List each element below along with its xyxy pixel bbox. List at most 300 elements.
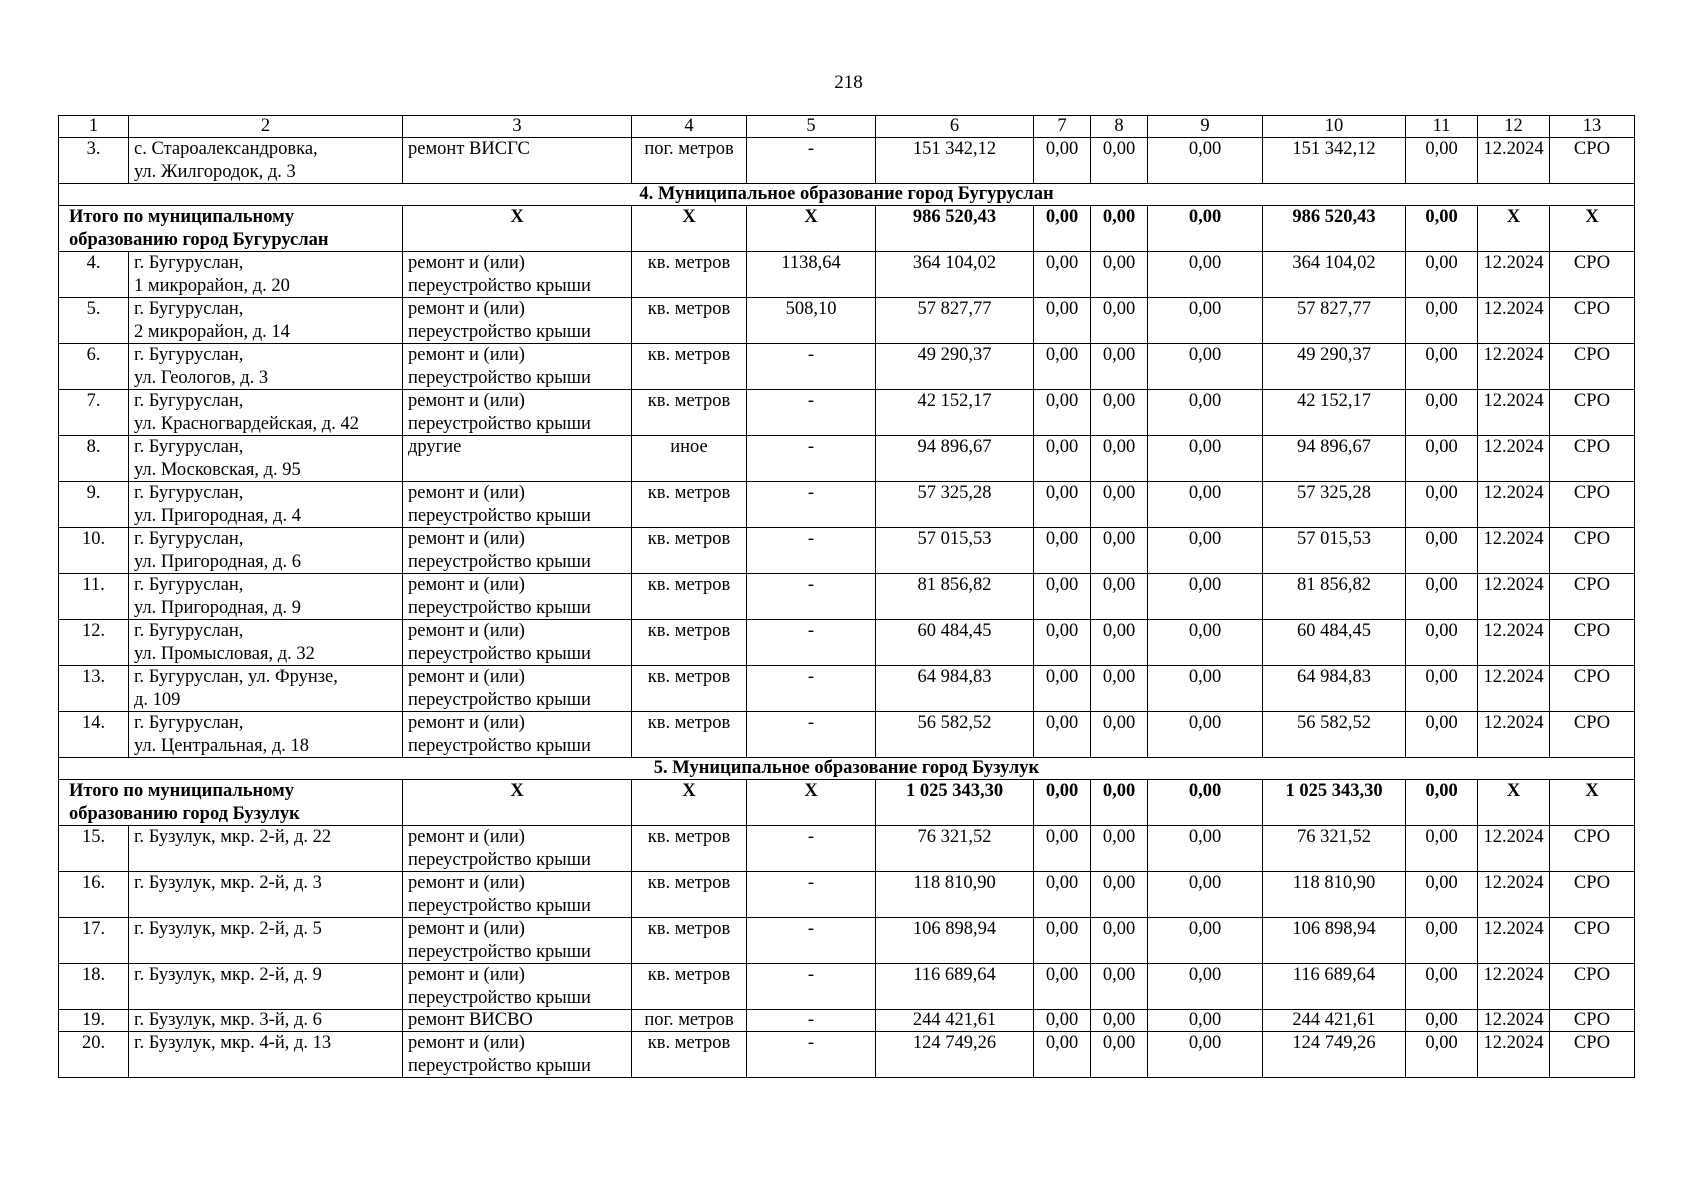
- unit-cell: кв. метров: [632, 482, 747, 528]
- cell-c11: 0,00: [1406, 826, 1478, 872]
- cell-c9: 0,00: [1148, 872, 1263, 918]
- cell-c6: 986 520,43: [876, 206, 1034, 252]
- deadline-cell: 12.2024: [1478, 344, 1550, 390]
- method-cell: СРО: [1550, 712, 1635, 758]
- cell-c7: 0,00: [1034, 620, 1091, 666]
- unit-cell: кв. метров: [632, 344, 747, 390]
- subtotal-label: [59, 780, 403, 826]
- row-number: 14.: [59, 712, 129, 758]
- table-row: [59, 1010, 1635, 1032]
- deadline-cell: 12.2024: [1478, 252, 1550, 298]
- work-type-cell: ремонт ВИСГС: [403, 138, 632, 184]
- work-type-line-1: ремонт и (или): [408, 391, 525, 411]
- row-number: 8.: [59, 436, 129, 482]
- cell-c9: 0,00: [1148, 666, 1263, 712]
- cell-c4: X: [632, 780, 747, 826]
- cell-c7: 0,00: [1034, 298, 1091, 344]
- cell-c7: 0,00: [1034, 1032, 1091, 1078]
- work-type-line-1: ремонт и (или): [408, 713, 525, 733]
- cell-c10: 94 896,67: [1263, 436, 1406, 482]
- cell-c7: 0,00: [1034, 138, 1091, 184]
- column-number-header: 13: [1550, 116, 1635, 138]
- subtotal-label-line-2: образованию город Бугуруслан: [69, 229, 329, 250]
- work-type-line-1: ремонт и (или): [408, 965, 525, 985]
- work-type-line-2: переустройство крыши: [408, 551, 591, 572]
- deadline-cell: 12.2024: [1478, 1010, 1550, 1032]
- cell-c7: 0,00: [1034, 964, 1091, 1010]
- cell-c9: 0,00: [1148, 712, 1263, 758]
- cell-c10: 60 484,45: [1263, 620, 1406, 666]
- cell-c9: 0,00: [1148, 918, 1263, 964]
- method-cell: СРО: [1550, 964, 1635, 1010]
- quantity-cell: -: [747, 344, 876, 390]
- cell-c10: 49 290,37: [1263, 344, 1406, 390]
- method-cell: СРО: [1550, 872, 1635, 918]
- total-cost-cell: 118 810,90: [876, 872, 1034, 918]
- row-number: 9.: [59, 482, 129, 528]
- cell-c7: 0,00: [1034, 574, 1091, 620]
- cell-c10: 57 325,28: [1263, 482, 1406, 528]
- table-row: [59, 964, 1635, 1010]
- cell-c8: 0,00: [1091, 1032, 1148, 1078]
- cell-c9: 0,00: [1148, 298, 1263, 344]
- cell-c9: 0,00: [1148, 138, 1263, 184]
- cell-c11: 0,00: [1406, 298, 1478, 344]
- quantity-cell: -: [747, 390, 876, 436]
- table-row: [59, 918, 1635, 964]
- work-type-line-1: ремонт и (или): [408, 667, 525, 687]
- subtotal-label: [59, 206, 403, 252]
- method-cell: СРО: [1550, 666, 1635, 712]
- deadline-cell: 12.2024: [1478, 964, 1550, 1010]
- page-number: 218: [834, 72, 863, 93]
- cell-c7: 0,00: [1034, 436, 1091, 482]
- deadline-cell: 12.2024: [1478, 712, 1550, 758]
- work-type-line-1: ремонт и (или): [408, 827, 525, 847]
- section-heading: 5. Муниципальное образование город Бузулук: [59, 758, 1635, 780]
- section-heading: 4. Муниципальное образование город Бугуруслан: [59, 184, 1635, 206]
- method-cell: СРО: [1550, 298, 1635, 344]
- table-row: [59, 436, 1635, 482]
- deadline-cell: 12.2024: [1478, 436, 1550, 482]
- table-row: [59, 138, 1635, 184]
- unit-cell: кв. метров: [632, 666, 747, 712]
- cell-c10: 124 749,26: [1263, 1032, 1406, 1078]
- total-cost-cell: 64 984,83: [876, 666, 1034, 712]
- cell-c8: 0,00: [1091, 138, 1148, 184]
- address-line-2: ул. Пригородная, д. 4: [134, 505, 301, 526]
- table-row: [59, 528, 1635, 574]
- column-number-header: 11: [1406, 116, 1478, 138]
- subtotal-label-line-1: Итого по муниципальному: [69, 781, 294, 801]
- row-number: 18.: [59, 964, 129, 1010]
- work-type-line-2: переустройство крыши: [408, 849, 591, 870]
- work-type-line-1: ремонт и (или): [408, 529, 525, 549]
- work-type-line-2: переустройство крыши: [408, 413, 591, 434]
- row-number: 19.: [59, 1010, 129, 1032]
- address-cell: [129, 344, 403, 390]
- address-cell: г. Бузулук, мкр. 2-й, д. 22: [129, 826, 403, 872]
- work-type-cell: [403, 298, 632, 344]
- work-type-cell: [403, 344, 632, 390]
- subtotal-label-line-1: Итого по муниципальному: [69, 207, 294, 227]
- cell-c8: 0,00: [1091, 1010, 1148, 1032]
- work-type-line-2: переустройство крыши: [408, 597, 591, 618]
- work-type-cell: [403, 712, 632, 758]
- cell-c7: 0,00: [1034, 1010, 1091, 1032]
- total-cost-cell: 57 827,77: [876, 298, 1034, 344]
- work-type-line-1: ремонт и (или): [408, 873, 525, 893]
- column-number-header: 4: [632, 116, 747, 138]
- work-type-cell: [403, 482, 632, 528]
- quantity-cell: -: [747, 138, 876, 184]
- address-line-2: д. 109: [134, 689, 181, 710]
- cell-c11: 0,00: [1406, 666, 1478, 712]
- address-cell: г. Бузулук, мкр. 3-й, д. 6: [129, 1010, 403, 1032]
- quantity-cell: -: [747, 482, 876, 528]
- work-type-cell: [403, 872, 632, 918]
- subtotal-label-line-2: образованию город Бузулук: [69, 803, 300, 824]
- address-cell: [129, 712, 403, 758]
- work-type-line-1: ремонт и (или): [408, 575, 525, 595]
- cell-c10: 81 856,82: [1263, 574, 1406, 620]
- deadline-cell: 12.2024: [1478, 1032, 1550, 1078]
- cell-c11: 0,00: [1406, 872, 1478, 918]
- work-type-line-2: переустройство крыши: [408, 689, 591, 710]
- work-type-cell: ремонт ВИСВО: [403, 1010, 632, 1032]
- cell-c10: 57 015,53: [1263, 528, 1406, 574]
- work-type-line-2: переустройство крыши: [408, 941, 591, 962]
- total-cost-cell: 42 152,17: [876, 390, 1034, 436]
- method-cell: СРО: [1550, 138, 1635, 184]
- cell-c8: 0,00: [1091, 964, 1148, 1010]
- table-row: [59, 620, 1635, 666]
- unit-cell: пог. метров: [632, 138, 747, 184]
- address-cell: [129, 298, 403, 344]
- cell-c10: 106 898,94: [1263, 918, 1406, 964]
- work-type-cell: [403, 252, 632, 298]
- address-cell: [129, 390, 403, 436]
- quantity-cell: -: [747, 574, 876, 620]
- cell-c10: 1 025 343,30: [1263, 780, 1406, 826]
- cell-c9: 0,00: [1148, 1010, 1263, 1032]
- cell-c7: 0,00: [1034, 780, 1091, 826]
- cell-c7: 0,00: [1034, 482, 1091, 528]
- work-type-line-1: ремонт и (или): [408, 345, 525, 365]
- total-cost-cell: 94 896,67: [876, 436, 1034, 482]
- quantity-cell: -: [747, 964, 876, 1010]
- cell-c10: 151 342,12: [1263, 138, 1406, 184]
- cell-c8: 0,00: [1091, 206, 1148, 252]
- cell-c8: 0,00: [1091, 436, 1148, 482]
- cell-c3: X: [403, 206, 632, 252]
- table-row: [59, 252, 1635, 298]
- address-line-1: г. Бугуруслан,: [134, 437, 244, 457]
- cell-c7: 0,00: [1034, 344, 1091, 390]
- cell-c10: 986 520,43: [1263, 206, 1406, 252]
- address-line-1: г. Бугуруслан,: [134, 621, 244, 641]
- address-cell: [129, 436, 403, 482]
- cell-c6: 1 025 343,30: [876, 780, 1034, 826]
- cell-c9: 0,00: [1148, 620, 1263, 666]
- cell-c10: 57 827,77: [1263, 298, 1406, 344]
- cell-c11: 0,00: [1406, 780, 1478, 826]
- deadline-cell: 12.2024: [1478, 482, 1550, 528]
- cell-c11: 0,00: [1406, 574, 1478, 620]
- cell-c9: 0,00: [1148, 344, 1263, 390]
- cell-c11: 0,00: [1406, 390, 1478, 436]
- address-line-2: ул. Красногвардейская, д. 42: [134, 413, 359, 434]
- address-cell: [129, 620, 403, 666]
- unit-cell: кв. метров: [632, 528, 747, 574]
- cell-c13: X: [1550, 206, 1635, 252]
- cell-c5: X: [747, 780, 876, 826]
- address-line-2: ул. Геологов, д. 3: [134, 367, 269, 388]
- quantity-cell: -: [747, 712, 876, 758]
- table-row: [59, 390, 1635, 436]
- row-number: 3.: [59, 138, 129, 184]
- work-type-cell: [403, 390, 632, 436]
- work-type-line-1: ремонт и (или): [408, 919, 525, 939]
- deadline-cell: 12.2024: [1478, 390, 1550, 436]
- unit-cell: кв. метров: [632, 252, 747, 298]
- address-line-1: г. Бугуруслан,: [134, 391, 244, 411]
- cell-c11: 0,00: [1406, 206, 1478, 252]
- cell-c13: X: [1550, 780, 1635, 826]
- table-row: [59, 482, 1635, 528]
- unit-cell: кв. метров: [632, 390, 747, 436]
- cell-c4: X: [632, 206, 747, 252]
- quantity-cell: -: [747, 918, 876, 964]
- deadline-cell: 12.2024: [1478, 528, 1550, 574]
- cell-c11: 0,00: [1406, 964, 1478, 1010]
- cell-c9: 0,00: [1148, 574, 1263, 620]
- work-type-line-2: переустройство крыши: [408, 987, 591, 1008]
- method-cell: СРО: [1550, 436, 1635, 482]
- total-cost-cell: 76 321,52: [876, 826, 1034, 872]
- table-row: [59, 872, 1635, 918]
- quantity-cell: -: [747, 620, 876, 666]
- cell-c8: 0,00: [1091, 390, 1148, 436]
- address-cell: г. Бузулук, мкр. 2-й, д. 5: [129, 918, 403, 964]
- row-number: 20.: [59, 1032, 129, 1078]
- cell-c11: 0,00: [1406, 712, 1478, 758]
- deadline-cell: 12.2024: [1478, 918, 1550, 964]
- column-number-header: 12: [1478, 116, 1550, 138]
- method-cell: СРО: [1550, 482, 1635, 528]
- unit-cell: иное: [632, 436, 747, 482]
- table-row: [59, 298, 1635, 344]
- address-cell: г. Бузулук, мкр. 4-й, д. 13: [129, 1032, 403, 1078]
- cell-c7: 0,00: [1034, 666, 1091, 712]
- address-cell: [129, 252, 403, 298]
- cell-c8: 0,00: [1091, 826, 1148, 872]
- address-cell: [129, 528, 403, 574]
- cell-c8: 0,00: [1091, 712, 1148, 758]
- cell-c11: 0,00: [1406, 918, 1478, 964]
- work-type-line-1: ремонт и (или): [408, 483, 525, 503]
- unit-cell: кв. метров: [632, 872, 747, 918]
- cell-c9: 0,00: [1148, 780, 1263, 826]
- table-row: [59, 1032, 1635, 1078]
- cell-c10: 244 421,61: [1263, 1010, 1406, 1032]
- total-cost-cell: 56 582,52: [876, 712, 1034, 758]
- deadline-cell: 12.2024: [1478, 872, 1550, 918]
- total-cost-cell: 81 856,82: [876, 574, 1034, 620]
- quantity-cell: -: [747, 666, 876, 712]
- cell-c12: X: [1478, 206, 1550, 252]
- address-line-2: ул. Центральная, д. 18: [134, 735, 310, 756]
- cell-c8: 0,00: [1091, 252, 1148, 298]
- quantity-cell: -: [747, 826, 876, 872]
- unit-cell: кв. метров: [632, 712, 747, 758]
- column-number-header: 8: [1091, 116, 1148, 138]
- cell-c11: 0,00: [1406, 436, 1478, 482]
- cell-c10: 56 582,52: [1263, 712, 1406, 758]
- table-row: [59, 574, 1635, 620]
- work-type-line-2: переустройство крыши: [408, 1055, 591, 1076]
- column-number-header: 1: [59, 116, 129, 138]
- unit-cell: кв. метров: [632, 1032, 747, 1078]
- quantity-cell: 508,10: [747, 298, 876, 344]
- unit-cell: кв. метров: [632, 826, 747, 872]
- cell-c11: 0,00: [1406, 528, 1478, 574]
- cell-c7: 0,00: [1034, 206, 1091, 252]
- cell-c9: 0,00: [1148, 1032, 1263, 1078]
- column-number-header: 2: [129, 116, 403, 138]
- row-number: 5.: [59, 298, 129, 344]
- cell-c7: 0,00: [1034, 918, 1091, 964]
- address-line-1: г. Бугуруслан,: [134, 483, 244, 503]
- address-cell: г. Бузулук, мкр. 2-й, д. 9: [129, 964, 403, 1010]
- address-line-1: г. Бугуруслан,: [134, 345, 244, 365]
- row-number: 17.: [59, 918, 129, 964]
- method-cell: СРО: [1550, 1032, 1635, 1078]
- unit-cell: кв. метров: [632, 574, 747, 620]
- address-cell: г. Бузулук, мкр. 2-й, д. 3: [129, 872, 403, 918]
- cell-c9: 0,00: [1148, 390, 1263, 436]
- cell-c9: 0,00: [1148, 964, 1263, 1010]
- repair-program-table: [58, 115, 1635, 1078]
- cell-c7: 0,00: [1034, 252, 1091, 298]
- cell-c8: 0,00: [1091, 780, 1148, 826]
- cell-c10: 364 104,02: [1263, 252, 1406, 298]
- table-row: [59, 712, 1635, 758]
- row-number: 13.: [59, 666, 129, 712]
- cell-c7: 0,00: [1034, 872, 1091, 918]
- section-heading-row: [59, 184, 1635, 206]
- column-number-header: 9: [1148, 116, 1263, 138]
- address-line-1: г. Бугуруслан, ул. Фрунзе,: [134, 667, 338, 687]
- total-cost-cell: 364 104,02: [876, 252, 1034, 298]
- total-cost-cell: 116 689,64: [876, 964, 1034, 1010]
- cell-c8: 0,00: [1091, 666, 1148, 712]
- unit-cell: кв. метров: [632, 964, 747, 1010]
- section-heading-row: [59, 758, 1635, 780]
- cell-c8: 0,00: [1091, 872, 1148, 918]
- total-cost-cell: 124 749,26: [876, 1032, 1034, 1078]
- work-type-cell: [403, 574, 632, 620]
- header-row: [59, 116, 1635, 138]
- method-cell: СРО: [1550, 918, 1635, 964]
- work-type-cell: [403, 964, 632, 1010]
- work-type-cell: другие: [403, 436, 632, 482]
- address-line-2: ул. Жилгородок, д. 3: [134, 161, 296, 182]
- cell-c10: 64 984,83: [1263, 666, 1406, 712]
- cell-c10: 116 689,64: [1263, 964, 1406, 1010]
- method-cell: СРО: [1550, 252, 1635, 298]
- cell-c11: 0,00: [1406, 252, 1478, 298]
- address-line-2: 2 микрорайон, д. 14: [134, 321, 290, 342]
- unit-cell: кв. метров: [632, 918, 747, 964]
- total-cost-cell: 151 342,12: [876, 138, 1034, 184]
- work-type-cell: [403, 620, 632, 666]
- address-line-1: г. Бугуруслан,: [134, 575, 244, 595]
- total-cost-cell: 106 898,94: [876, 918, 1034, 964]
- column-number-header: 6: [876, 116, 1034, 138]
- address-line-1: с. Староалександровка,: [134, 139, 318, 159]
- cell-c11: 0,00: [1406, 620, 1478, 666]
- quantity-cell: 1138,64: [747, 252, 876, 298]
- address-line-2: 1 микрорайон, д. 20: [134, 275, 290, 296]
- address-line-1: г. Бугуруслан,: [134, 299, 244, 319]
- address-line-1: г. Бугуруслан,: [134, 253, 244, 273]
- column-number-header: 10: [1263, 116, 1406, 138]
- cell-c7: 0,00: [1034, 712, 1091, 758]
- column-number-header: 3: [403, 116, 632, 138]
- cell-c7: 0,00: [1034, 390, 1091, 436]
- row-number: 15.: [59, 826, 129, 872]
- cell-c10: 76 321,52: [1263, 826, 1406, 872]
- deadline-cell: 12.2024: [1478, 826, 1550, 872]
- work-type-cell: [403, 666, 632, 712]
- work-type-cell: [403, 918, 632, 964]
- cell-c8: 0,00: [1091, 482, 1148, 528]
- row-number: 12.: [59, 620, 129, 666]
- address-line-1: г. Бугуруслан,: [134, 713, 244, 733]
- quantity-cell: -: [747, 872, 876, 918]
- row-number: 6.: [59, 344, 129, 390]
- column-number-header: 5: [747, 116, 876, 138]
- cell-c11: 0,00: [1406, 1010, 1478, 1032]
- cell-c3: X: [403, 780, 632, 826]
- cell-c8: 0,00: [1091, 298, 1148, 344]
- table-row: [59, 826, 1635, 872]
- unit-cell: кв. метров: [632, 298, 747, 344]
- method-cell: СРО: [1550, 620, 1635, 666]
- unit-cell: пог. метров: [632, 1010, 747, 1032]
- row-number: 7.: [59, 390, 129, 436]
- method-cell: СРО: [1550, 574, 1635, 620]
- total-cost-cell: 57 325,28: [876, 482, 1034, 528]
- column-number-header: 7: [1034, 116, 1091, 138]
- row-number: 10.: [59, 528, 129, 574]
- cell-c11: 0,00: [1406, 1032, 1478, 1078]
- cell-c9: 0,00: [1148, 206, 1263, 252]
- cell-c7: 0,00: [1034, 826, 1091, 872]
- cell-c11: 0,00: [1406, 482, 1478, 528]
- subtotal-row: [59, 780, 1635, 826]
- work-type-line-2: переустройство крыши: [408, 321, 591, 342]
- address-cell: [129, 482, 403, 528]
- work-type-cell: [403, 1032, 632, 1078]
- cell-c10: 118 810,90: [1263, 872, 1406, 918]
- work-type-line-1: ремонт и (или): [408, 253, 525, 273]
- cell-c11: 0,00: [1406, 344, 1478, 390]
- work-type-line-2: переустройство крыши: [408, 735, 591, 756]
- address-cell: [129, 138, 403, 184]
- quantity-cell: -: [747, 528, 876, 574]
